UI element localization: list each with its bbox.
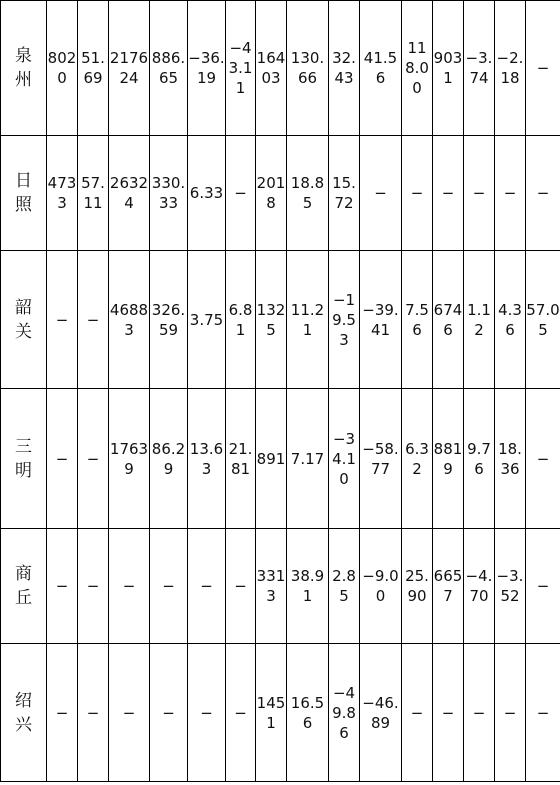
- data-cell: −: [464, 644, 495, 782]
- city-cell: 韶关: [1, 251, 47, 389]
- data-cell: −: [47, 529, 78, 644]
- data-cell: −: [526, 644, 560, 782]
- data-cell: 1.12: [464, 251, 495, 389]
- data-cell: −58.77: [360, 389, 402, 529]
- data-cell: 6746: [433, 251, 464, 389]
- data-cell: 16.56: [287, 644, 329, 782]
- data-cell: 7.56: [402, 251, 433, 389]
- data-cell: −: [402, 644, 433, 782]
- data-cell: 2018: [256, 136, 287, 251]
- city-cell: 泉州: [1, 1, 47, 136]
- data-cell: −: [226, 136, 256, 251]
- data-cell: 6657: [433, 529, 464, 644]
- data-cell: 8819: [433, 389, 464, 529]
- data-cell: 130.66: [287, 1, 329, 136]
- data-cell: 51.69: [78, 1, 109, 136]
- data-cell: 57.11: [78, 136, 109, 251]
- data-cell: 86.29: [150, 389, 188, 529]
- data-cell: −46.89: [360, 644, 402, 782]
- data-cell: −: [150, 529, 188, 644]
- data-cell: 886.65: [150, 1, 188, 136]
- data-cell: −: [464, 136, 495, 251]
- table-row: [1, 1, 560, 136]
- data-cell: 1451: [256, 644, 287, 782]
- data-cell: −: [109, 644, 150, 782]
- city-cell: 绍兴: [1, 644, 47, 782]
- data-cell: 3313: [256, 529, 287, 644]
- table-row: [1, 389, 560, 529]
- data-cell: −36.19: [188, 1, 226, 136]
- data-cell: −: [78, 389, 109, 529]
- data-cell: 46883: [109, 251, 150, 389]
- data-cell: −49.86: [329, 644, 360, 782]
- data-cell: 17639: [109, 389, 150, 529]
- data-cell: −: [47, 644, 78, 782]
- data-cell: 57.05: [526, 251, 560, 389]
- data-cell: −: [78, 644, 109, 782]
- data-cell: 326.59: [150, 251, 188, 389]
- data-cell: 330.33: [150, 136, 188, 251]
- data-cell: 18.36: [495, 389, 526, 529]
- data-cell: 4.36: [495, 251, 526, 389]
- data-cell: −: [402, 136, 433, 251]
- data-cell: 6.33: [188, 136, 226, 251]
- data-cell: 9.76: [464, 389, 495, 529]
- city-cell: 日照: [1, 136, 47, 251]
- city-cell: 三明: [1, 389, 47, 529]
- data-cell: 8020: [47, 1, 78, 136]
- data-cell: 4733: [47, 136, 78, 251]
- data-cell: −: [526, 136, 560, 251]
- data-cell: −: [360, 136, 402, 251]
- data-cell: 16403: [256, 1, 287, 136]
- data-cell: −: [226, 644, 256, 782]
- city-cell: 商丘: [1, 529, 47, 644]
- data-cell: 32.43: [329, 1, 360, 136]
- table-row: [1, 251, 560, 389]
- data-cell: 2.85: [329, 529, 360, 644]
- data-cell: 891: [256, 389, 287, 529]
- data-cell: 11.21: [287, 251, 329, 389]
- data-cell: −4.70: [464, 529, 495, 644]
- data-cell: −: [188, 644, 226, 782]
- data-cell: −: [526, 389, 560, 529]
- data-cell: −19.53: [329, 251, 360, 389]
- data-cell: −: [150, 644, 188, 782]
- data-cell: −: [47, 251, 78, 389]
- data-cell: 3.75: [188, 251, 226, 389]
- data-cell: −: [109, 529, 150, 644]
- data-cell: 15.72: [329, 136, 360, 251]
- data-cell: 217624: [109, 1, 150, 136]
- data-cell: 26324: [109, 136, 150, 251]
- data-cell: −: [433, 644, 464, 782]
- data-cell: 6.32: [402, 389, 433, 529]
- data-cell: −: [226, 529, 256, 644]
- data-cell: −9.00: [360, 529, 402, 644]
- data-cell: 21.81: [226, 389, 256, 529]
- table-row: [1, 136, 560, 251]
- data-cell: −: [188, 529, 226, 644]
- table-row: [1, 644, 560, 782]
- data-cell: −34.10: [329, 389, 360, 529]
- data-cell: −: [47, 389, 78, 529]
- data-cell: 38.91: [287, 529, 329, 644]
- data-cell: 6.81: [226, 251, 256, 389]
- data-cell: 41.56: [360, 1, 402, 136]
- data-cell: −: [433, 136, 464, 251]
- data-cell: −: [495, 644, 526, 782]
- data-cell: −: [78, 251, 109, 389]
- data-cell: −: [526, 529, 560, 644]
- data-cell: −39.41: [360, 251, 402, 389]
- data-cell: 9031: [433, 1, 464, 136]
- data-cell: 7.17: [287, 389, 329, 529]
- data-cell: −2.18: [495, 1, 526, 136]
- data-cell: 118.00: [402, 1, 433, 136]
- data-cell: 18.85: [287, 136, 329, 251]
- data-cell: −: [526, 1, 560, 136]
- table-row: [1, 529, 560, 644]
- data-cell: −: [495, 136, 526, 251]
- data-cell: −: [78, 529, 109, 644]
- data-cell: 25.90: [402, 529, 433, 644]
- data-cell: −43.11: [226, 1, 256, 136]
- data-cell: −3.74: [464, 1, 495, 136]
- data-cell: −3.52: [495, 529, 526, 644]
- data-cell: 13.63: [188, 389, 226, 529]
- data-cell: 1325: [256, 251, 287, 389]
